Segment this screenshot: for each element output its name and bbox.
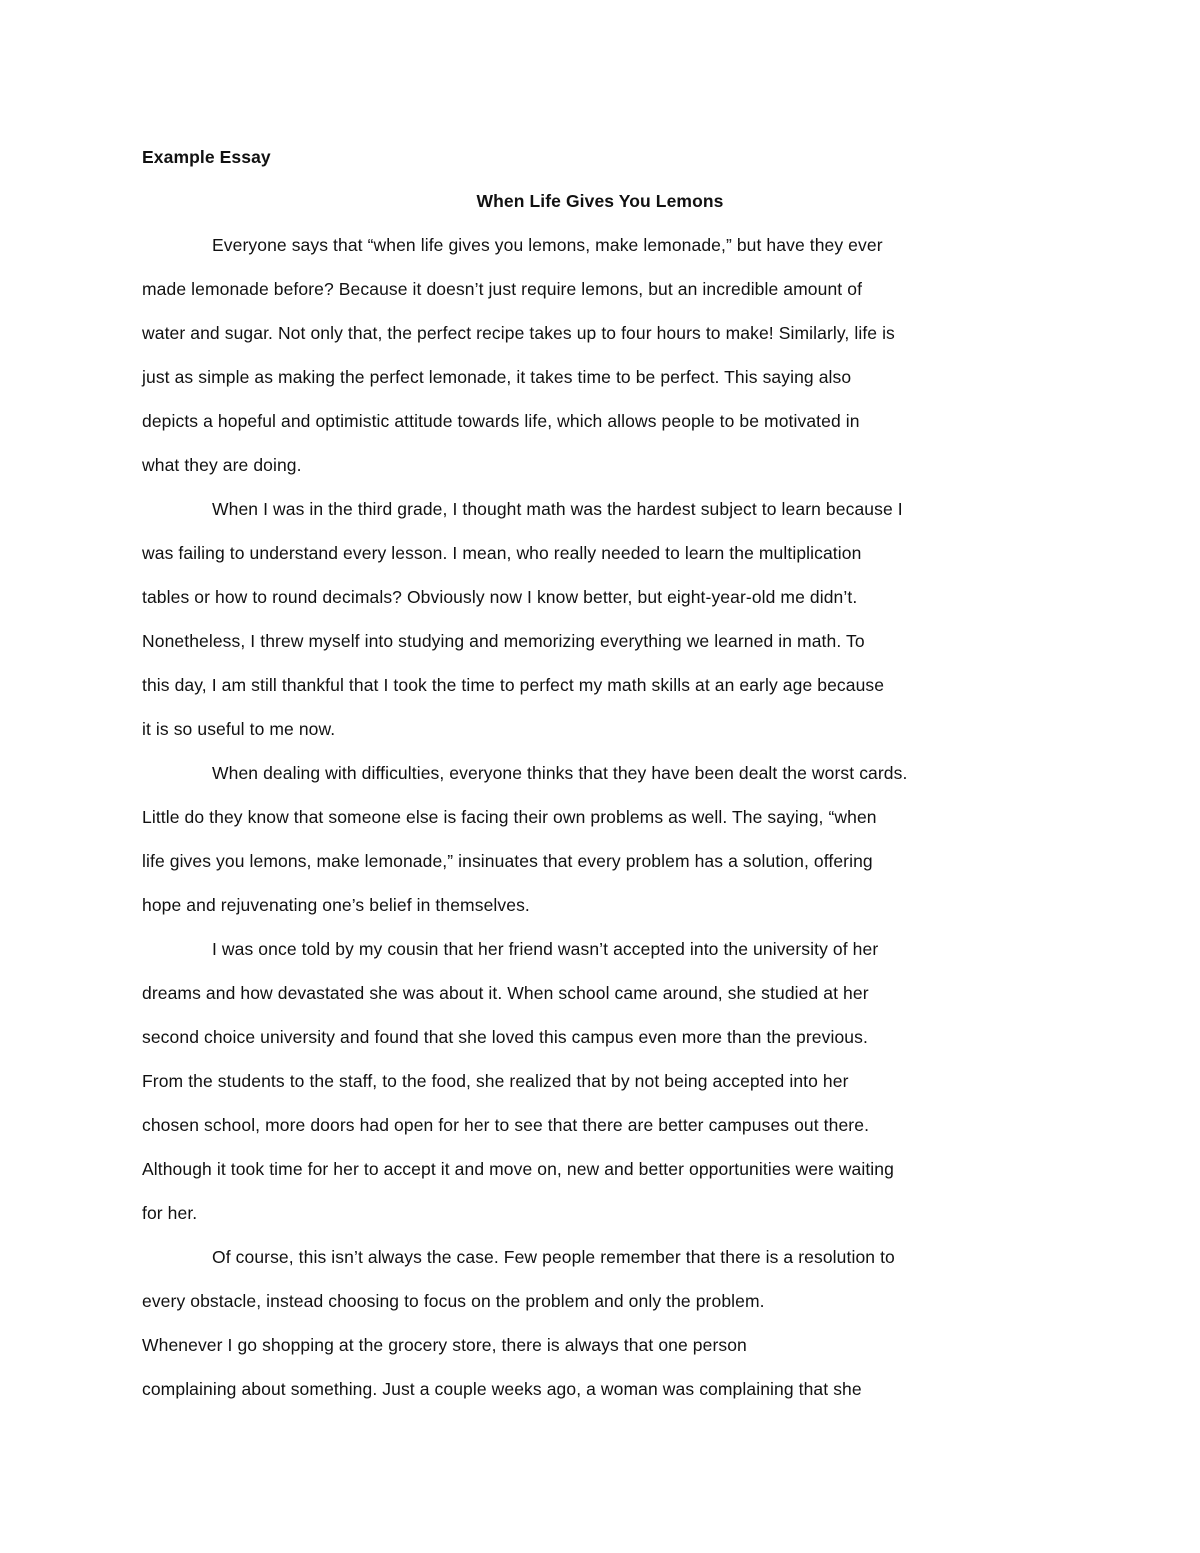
paragraph-line: chosen school, more doors had open for her to see that there are better campuses out there. [142, 1115, 870, 1135]
paragraph-line: for her. [142, 1203, 198, 1223]
paragraph-line: I was once told by my cousin that her friend wasn’t accepted into the university of her [212, 939, 879, 959]
paragraph-line: complaining about something. Just a couple weeks ago, a woman was complaining that she [142, 1379, 862, 1399]
paragraph-line: Little do they know that someone else is facing their own problems as well. The saying, “when [142, 807, 877, 827]
paragraph-line: From the students to the staff, to the food, she realized that by not being accepted into her [142, 1071, 849, 1091]
paragraph-line: just as simple as making the perfect lemonade, it takes time to be perfect. This saying also [142, 367, 852, 387]
paragraph-line: water and sugar. Not only that, the perfect recipe takes up to four hours to make! Similarly, life is [142, 323, 895, 343]
paragraph-line: Although it took time for her to accept it and move on, new and better opportunities were waiting [142, 1159, 894, 1179]
paragraph-line: tables or how to round decimals? Obviously now I know better, but eight-year-old me didn’t. [142, 587, 858, 607]
paragraph-line: Whenever I go shopping at the grocery store, there is always that one person [142, 1335, 747, 1355]
paragraph-line: hope and rejuvenating one’s belief in themselves. [142, 895, 530, 915]
paragraph-line: this day, I am still thankful that I took the time to perfect my math skills at an early age because [142, 675, 885, 695]
paragraph-line: Everyone says that “when life gives you lemons, make lemonade,” but have they ever [212, 235, 883, 255]
paragraph-line: Nonetheless, I threw myself into studying and memorizing everything we learned in math. To [142, 631, 865, 651]
paragraph-line: When I was in the third grade, I thought math was the hardest subject to learn because I [212, 499, 903, 519]
paragraph-line: depicts a hopeful and optimistic attitude towards life, which allows people to be motivated in [142, 411, 860, 431]
paragraph-line: made lemonade before? Because it doesn’t just require lemons, but an incredible amount of [142, 279, 863, 299]
paragraph-line: When dealing with difficulties, everyone thinks that they have been dealt the worst cards. [212, 763, 908, 783]
essay-title: When Life Gives You Lemons [476, 191, 724, 211]
paragraph-line: second choice university and found that she loved this campus even more than the previous. [142, 1027, 868, 1047]
paragraph-line: it is so useful to me now. [142, 719, 336, 739]
paragraph-line: every obstacle, instead choosing to focus on the problem and only the problem. [142, 1291, 765, 1311]
paragraph-line: was failing to understand every lesson. I mean, who really needed to learn the multiplication [142, 543, 862, 563]
document-header: Example Essay [142, 147, 271, 167]
paragraph-line: dreams and how devastated she was about it. When school came around, she studied at her [142, 983, 869, 1003]
paragraph-line: life gives you lemons, make lemonade,” insinuates that every problem has a solution, offering [142, 851, 873, 871]
paragraph-line: Of course, this isn’t always the case. Few people remember that there is a resolution to [212, 1247, 895, 1267]
paragraph-line: what they are doing. [142, 455, 302, 475]
